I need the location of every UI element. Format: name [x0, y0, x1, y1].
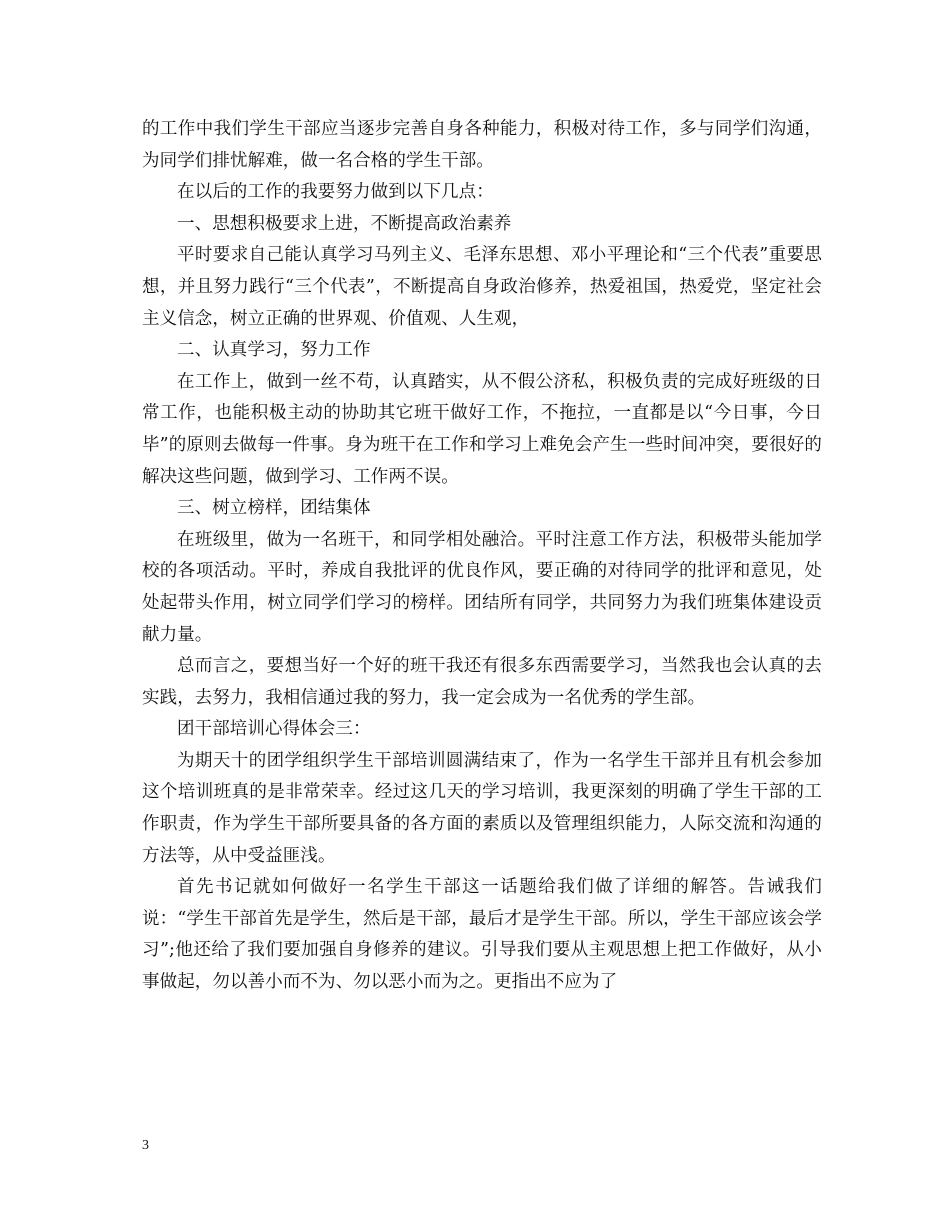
section-heading-1: 一、思想积极要求上进，不断提高政治素养: [177, 213, 512, 234]
paragraph: 在工作上，做到一丝不苟，认真踏实，从不假公济私，积极负责的完成好班级的日常工作，也能积极主动的协助其它班干做好工作，不拖拉，一直都是以“今日事，今日毕”的原则去做每一件事。身为班干在工作和学习上难免会产生一些时间冲突，要很好的解决这些问题，做到学习、工作两不误。: [142, 371, 822, 487]
paragraph: 在班级里，做为一名班干，和同学相处融洽。平时注意工作方法，积极带头能加学校的各项活动。平时，养成自我批评的优良作风，要正确的对待同学的批评和意见，处处起带头作用，树立同学们学习的榜样。团结所有同学，共同努力为我们班集体建设贡献力量。: [142, 529, 822, 645]
paragraph: 首先书记就如何做好一名学生干部这一话题给我们做了详细的解答。告诫我们说：“学生干部首先是学生，然后是干部，最后才是学生干部。所以，学生干部应该会学习”;他还给了我们要加强自身修养的建议。引导我们要从主观思想上把工作做好，从小事做起，勿以善小而不为、勿以恶小而为之。更指出不应为了: [142, 877, 822, 993]
paragraph: 为期天十的团学组织学生干部培训圆满结束了，作为一名学生干部并且有机会参加这个培训班真的是非常荣幸。经过这几天的学习培训，我更深刻的明确了学生干部的工作职责，作为学生干部所要具备的各方面的素质以及管理组织能力，人际交流和沟通的方法等，从中受益匪浅。: [142, 750, 822, 866]
paragraph-intro: 在以后的工作的我要努力做到以下几点：: [177, 182, 494, 203]
section-heading-3: 三、树立榜样，团结集体: [177, 498, 371, 519]
paragraph: 平时要求自己能认真学习马列主义、毛泽东思想、邓小平理论和“三个代表”重要思想，并且努力践行“三个代表”，不断提高自身政治修养，热爱祖国，热爱党，坚定社会主义信念，树立正确的世界观、价值观、人生观，: [142, 245, 822, 329]
section-title: 团干部培训心得体会三：: [177, 719, 371, 740]
document-body: [142, 114, 822, 999]
section-heading-2: 二、认真学习，努力工作: [177, 340, 371, 361]
page-number: 3: [142, 1138, 149, 1153]
paragraph-conclusion: 总而言之，要想当好一个好的班干我还有很多东西需要学习，当然我也会认真的去实践，去努力，我相信通过我的努力，我一定会成为一名优秀的学生部。: [142, 656, 822, 708]
paragraph-continuation: 的工作中我们学生干部应当逐步完善自身各种能力，积极对待工作，多与同学们沟通，为同学们排忧解难，做一名合格的学生干部。: [142, 119, 822, 171]
